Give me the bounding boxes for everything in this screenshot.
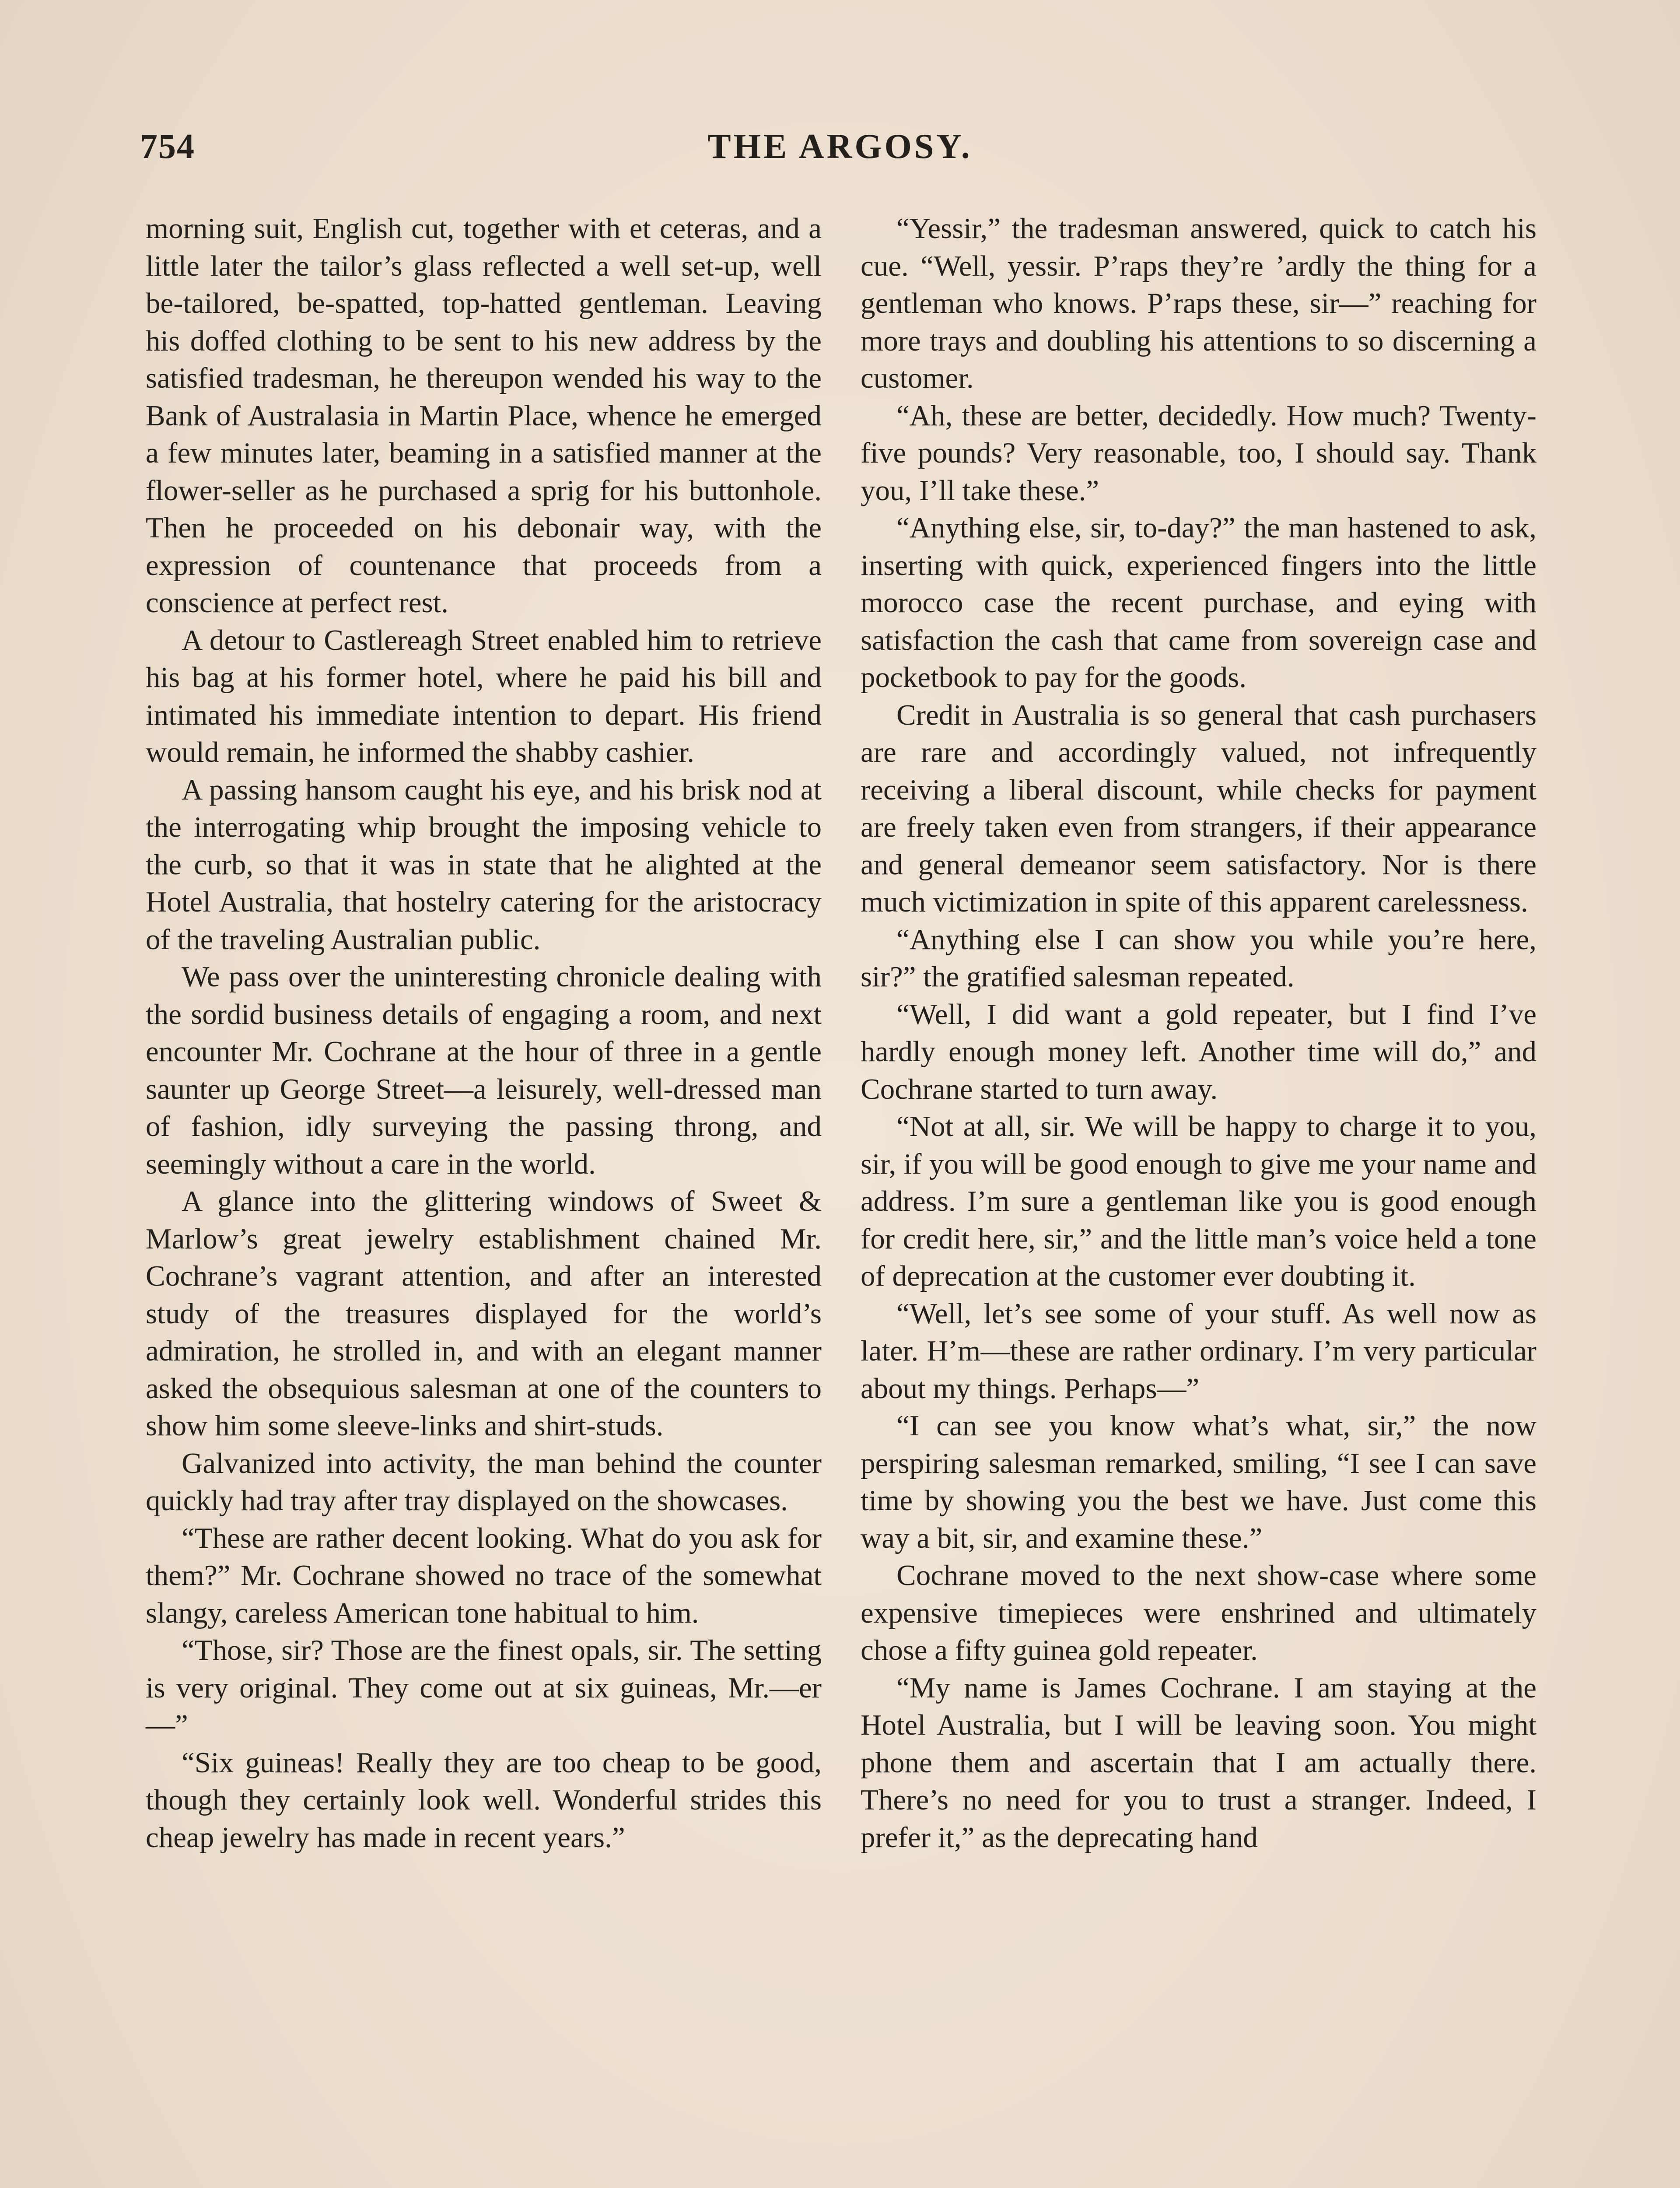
paragraph: “Anything else, sir, to-day?” the man hastened to ask, inserting with quick, experienced fingers into the little morocco case the recent purchase, and eying with satisfaction the cash that came from sovereign case and pocketbook to pay for the goods. [861,512,1536,694]
paragraph: “Those, sir? Those are the finest opals, sir. The setting is very original. They come out at six guineas, Mr.—er—” [146,1634,822,1741]
paragraph: “My name is James Cochrane. I am staying at the Hotel Australia, but I will be leaving soon. You might phone them and ascertain that I am actually there. There’s no need for you to trust a stranger. Indeed, I prefer it,” as the deprecating hand [861,1671,1536,1854]
paragraph: We pass over the uninteresting chronicle dealing with the sordid business details of engaging a room, and next encounter Mr. Cochrane at the hour of three in a gentle saunter up George Street—a leisurely, well-dressed man of fashion, idly surveying the passing throng, and seemingly without a care in the world. [146,961,822,1180]
paragraph: Credit in Australia is so general that cash purchasers are rare and accordingly valued, not infrequently receiving a liberal discount, while checks for payment are freely taken even from strangers, if their appearance and general demeanor seem satisfactory. Nor is there much victimization in spite of this apparent carelessness. [861,698,1536,918]
paragraph: Cochrane moved to the next show-case where some expensive timepieces were enshrined and ultimately chose a fifty guinea gold repeater. [861,1559,1536,1666]
paragraph: “Not at all, sir. We will be happy to charge it to you, sir, if you will be good enough to give me your name and address. I’m sure a gentleman like you is good enough for credit here, sir,” and the little man’s voice held a tone of deprecation at the customer ever doubting it. [861,1110,1536,1292]
running-title: THE ARGOSY. [707,127,973,166]
paragraph: “Ah, these are better, decidedly. How much? Twenty-five pounds? Very reasonable, too, I should say. Thank you, I’ll take these.” [861,399,1536,507]
paragraph: “I can see you know what’s what, sir,” the now perspiring salesman remarked, smiling, “I see I can save time by showing you the best we have. Just come this way a bit, sir, and examine these.” [861,1410,1536,1554]
paragraph: A glance into the glittering windows of Sweet & Marlow’s great jewelry establishment chained Mr. Cochrane’s vagrant attention, and after an interested study of the treasures displayed for the world’s admiration, he strolled in, and with an elegant manner asked the obsequious salesman at one of the counters to show him some sleeve-links and shirt-studs. [146,1185,822,1442]
paragraph: A passing hansom caught his eye, and his brisk nod at the interrogating whip brought the imposing vehicle to the curb, so that it was in state that he alighted at the Hotel Australia, that hostelry catering for the aristocracy of the traveling Australian public. [146,773,822,956]
right-column [861,210,1536,1856]
paragraph: “Well, let’s see some of your stuff. As well now as later. H’m—these are rather ordinary. I’m very particular about my things. Perhaps—” [861,1297,1536,1405]
page-header [140,127,1540,175]
paragraph: “Six guineas! Really they are too cheap to be good, though they certainly look well. Wonderful strides this cheap jewelry has made in recent years.” [146,1746,822,1854]
paragraph: “Anything else I can show you while you’re here, sir?” the gratified salesman repeated. [861,923,1536,993]
page-number: 754 [140,127,195,166]
paragraph: Galvanized into activity, the man behind the counter quickly had tray after tray displayed on the showcases. [146,1447,822,1517]
paragraph: A detour to Castlereagh Street enabled him to retrieve his bag at his former hotel, where he paid his bill and intimated his immediate intention to depart. His friend would remain, he informed the shabby cashier. [146,624,822,768]
left-column [146,210,822,1856]
paragraph: “Yessir,” the tradesman answered, quick to catch his cue. “Well, yessir. P’raps they’re ’ardly the thing for a gentleman who knows. P’raps these, sir—” reaching for more trays and doubling his attentions to so discerning a customer. [861,212,1536,394]
paragraph: morning suit, English cut, together with et ceteras, and a little later the tailor’s glass reflected a well set-up, well be-tailored, be-spatted, top-hatted gentleman. Leaving his doffed clothing to be sent to his new address by the satisfied tradesman, he thereupon wended his way to the Bank of Australasia in Martin Place, whence he emerged a few minutes later, beaming in a satisfied manner at the flower-seller as he purchased a sprig for his buttonhole. Then he proceeded on his debonair way, with the expression of countenance that proceeds from a conscience at perfect rest. [146,212,822,619]
paragraph: “Well, I did want a gold repeater, but I find I’ve hardly enough money left. Another time will do,” and Cochrane started to turn away. [861,998,1536,1105]
paragraph: “These are rather decent looking. What do you ask for them?” Mr. Cochrane showed no trace of the somewhat slangy, careless American tone habitual to him. [146,1522,822,1629]
